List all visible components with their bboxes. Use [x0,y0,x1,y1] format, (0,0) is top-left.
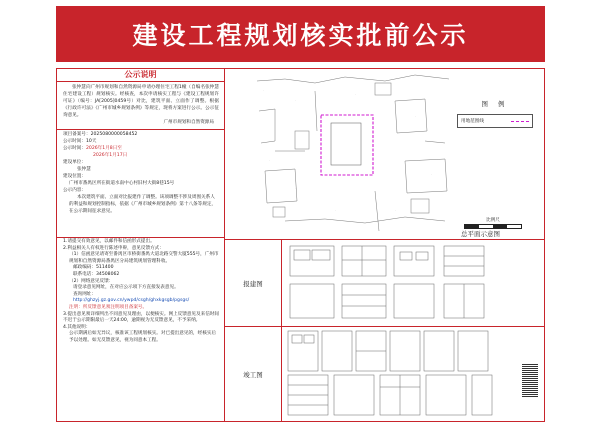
project-content-value-row [63,194,219,215]
svg-text:·: · [269,158,270,162]
svg-text:·: · [263,88,264,92]
scale-label: 比例尺 [486,218,500,223]
project-content-row [63,187,219,194]
legend-item-label: 用地范围线 [461,119,484,124]
project-end-row [63,152,219,159]
completed-drawings-row [225,327,544,421]
legend-item [457,114,533,128]
left-column [57,69,225,421]
instruction-item: 查询网址： [73,291,96,297]
project-days-value: 10天 [85,139,97,144]
instruction-item: 公示期满后如无异议，核准该工程规划核实。对已提出意见的，经核实后予以处理。如无反馈意见，视为同意本工程。 [69,331,217,343]
legend-swatch [511,121,529,122]
svg-text:·: · [355,92,356,96]
project-id-label: 项目备案号： [63,132,91,137]
scale-bar-block [443,217,543,229]
completed-drawings-image [282,327,522,419]
project-end-value: 2026年1月17日 [93,153,128,158]
project-days-label: 公示时间： [63,139,86,144]
project-location-value-row [63,180,219,187]
title-bar [56,6,545,62]
instruction-item: （2）网络意见反馈： [69,278,114,284]
svg-text:·: · [335,208,336,212]
instruction-item: 2.利益相关人有权进行陈述申辩，意见反馈方式： [63,245,164,251]
svg-text:·: · [431,172,432,176]
page-title: 建设工程规划核实批前公示 [132,21,469,50]
submitted-drawings-content [282,240,544,326]
svg-text:·: · [395,208,396,212]
project-id-value: 2025080000058452 [90,132,138,137]
notice-signature: 广州市规划和自然资源局 [163,120,214,125]
project-start-row [63,145,219,152]
notice-heading: 公示说明 [57,69,224,82]
instruction-item: 1.请提交有效意见，以邮件和信函形式提出。 [63,239,155,244]
instruction-item: 3.提出意见须详细列出不同意见及理由，以便核实。网上反馈意见及来信时间不迟于公示期限最后一天24:00，逾期视为无反馈意见，不予采纳。 [63,311,219,324]
project-start-value: 2026年1月8日至 [85,146,122,151]
instruction-item: （1）信函意见请寄至番禺区市桥街番禺大道北路交警大厦555号，广州市规划和自然资源局番禺区分局建筑规划管理科收。 [69,252,219,264]
site-plan-area [225,69,544,240]
completed-drawings-label: 竣工图 [225,327,282,421]
right-column [225,69,544,421]
site-plan-drawing [255,71,451,237]
project-applicant-row [63,159,219,166]
project-applicant-value-row [63,166,219,173]
notice-body: 张仲慧向广州市规划和自然资源局申请办理住宅工程1幢（自编名张仲慧住宅建设工程）规划核实。经核查，本次申请核实工程与《建设工程规划许可证》（编号：JA[2005]0459号）对比，建筑平面、立面作了调整。根据《行政许可法》《广州市城乡规划条例》等规定，现将方案进行公示。公示征询意见。 [63,85,219,118]
submitted-drawings-image [282,240,522,324]
project-location-value: 广州市番禺区所在街道水南中心村旧村大街8巷15号 [69,181,175,186]
svg-text:·: · [295,98,296,102]
project-days-row [63,138,219,145]
project-content-label: 公示内容： [63,188,86,193]
instruction-item: 注明：所反馈意见须注明项目备案号。 [69,304,148,310]
instruction-item: 联系电话：34508062 [73,271,120,277]
project-id-row [63,131,219,138]
instruction-item: 邮政编码：511400 [73,265,114,271]
project-location-label: 建设位置： [63,174,86,179]
project-location-row [63,173,219,180]
notice-frame [56,68,545,422]
legend [457,99,533,128]
instruction-item: 请登录意见网址，在对应公示项下方直接发表意见。 [73,285,179,291]
project-start-label: 公示时间： [63,146,86,151]
project-info [57,130,224,215]
svg-text:·: · [295,186,296,190]
project-content-value: 本次建筑平面、立面对比报建作了调整。该项调整不涉及周围关系人的利益和规划控制指标，依据《广州市城乡规划条例》第十八条等规定，在公示期间征求意见。 [69,195,217,214]
side-barcode [522,363,538,397]
svg-text:·: · [415,114,416,118]
site-boundary-line [321,115,373,175]
project-applicant-label: 建设单位： [63,160,86,165]
submitted-drawings-label: 报建图 [225,240,282,326]
submitted-drawings-row [225,240,544,327]
project-applicant-value: 张仲慧 [77,167,91,172]
instructions-list [57,238,224,345]
completed-drawings-content [282,327,544,421]
instruction-item: 4.其他说明： [63,324,91,330]
notice-sheet [56,6,545,422]
legend-title: 图 例 [481,100,509,108]
site-plan-caption: 总平面示意图 [461,230,500,238]
instruction-item[interactable]: http://ghzyj.gz.gov.cn/ywpd/csgh/ghxkgsgb/pgsgs/ [73,298,190,304]
